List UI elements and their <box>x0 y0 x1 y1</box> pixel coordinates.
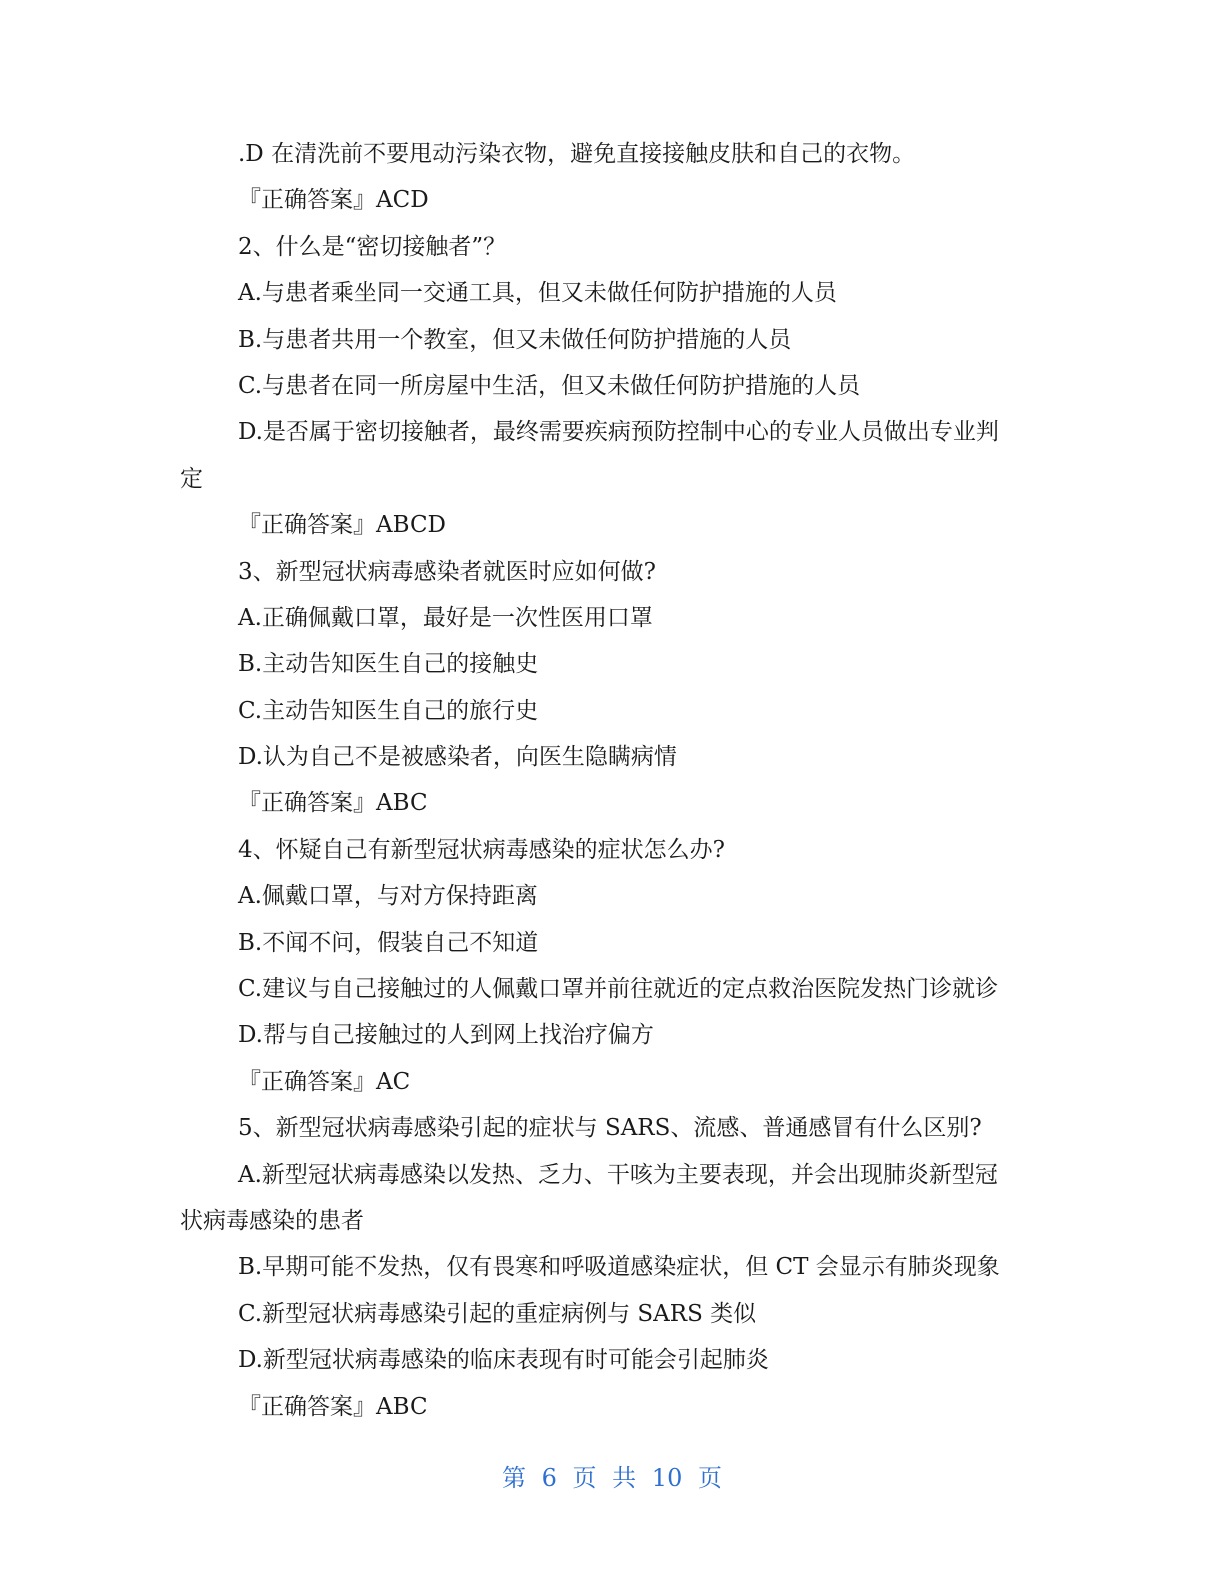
document-body <box>180 131 1040 1430</box>
option-text: A.正确佩戴口罩，最好是一次性医用口罩 <box>238 604 653 631</box>
answer-text: 『正确答案』ABCD <box>238 512 446 539</box>
option-text: D.是否属于密切接触者，最终需要疾病预防控制中心的专业人员做出专业判 <box>238 419 999 446</box>
option-text: A.与患者乘坐同一交通工具，但又未做任何防护措施的人员 <box>238 280 837 307</box>
option-text-continued: 状病毒感染的患者 <box>180 1207 364 1234</box>
question-text: 2、什么是“密切接触者”？ <box>238 233 507 260</box>
option-text-continued: 定 <box>180 465 203 492</box>
page-footer: 第 6 页 共 10 页 <box>502 1464 722 1492</box>
option-text: A.佩戴口罩，与对方保持距离 <box>238 883 538 910</box>
option-text: D.帮与自己接触过的人到网上找治疗偏方 <box>238 1022 654 1049</box>
option-text: B.早期可能不发热，仅有畏寒和呼吸道感染症状，但 CT 会显示有肺炎现象 <box>238 1254 1000 1281</box>
option-text: D.认为自己不是被感染者，向医生隐瞒病情 <box>238 744 677 771</box>
option-text: B.主动告知医生自己的接触史 <box>238 651 539 678</box>
question-text: 3、新型冠状病毒感染者就医时应如何做? <box>238 558 656 585</box>
question-text: 4、怀疑自己有新型冠状病毒感染的症状怎么办? <box>238 836 725 863</box>
option-text: B.不闻不问，假装自己不知道 <box>238 929 539 956</box>
option-text: A.新型冠状病毒感染以发热、乏力、干咳为主要表现，并会出现肺炎新型冠 <box>238 1161 998 1188</box>
answer-text: 『正确答案』ABC <box>238 790 428 817</box>
answer-text: 『正确答案』ABC <box>238 1393 428 1420</box>
answer-text: 『正确答案』AC <box>238 1068 411 1095</box>
option-text: C.新型冠状病毒感染引起的重症病例与 SARS 类似 <box>238 1300 757 1327</box>
option-text: C.主动告知医生自己的旅行史 <box>238 697 539 724</box>
option-text: D.新型冠状病毒感染的临床表现有时可能会引起肺炎 <box>238 1347 769 1374</box>
question-text: 5、新型冠状病毒感染引起的症状与 SARS、流感、普通感冒有什么区别? <box>238 1115 982 1142</box>
option-text: .D 在清洗前不要甩动污染衣物，避免直接接触皮肤和自己的衣物。 <box>238 141 916 167</box>
option-text: C.与患者在同一所房屋中生活，但又未做任何防护措施的人员 <box>238 372 861 399</box>
option-text: B.与患者共用一个教室，但又未做任何防护措施的人员 <box>238 326 792 353</box>
answer-text: 『正确答案』ACD <box>238 187 429 214</box>
option-text: C.建议与自己接触过的人佩戴口罩并前往就近的定点救治医院发热门诊就诊 <box>238 976 999 1003</box>
